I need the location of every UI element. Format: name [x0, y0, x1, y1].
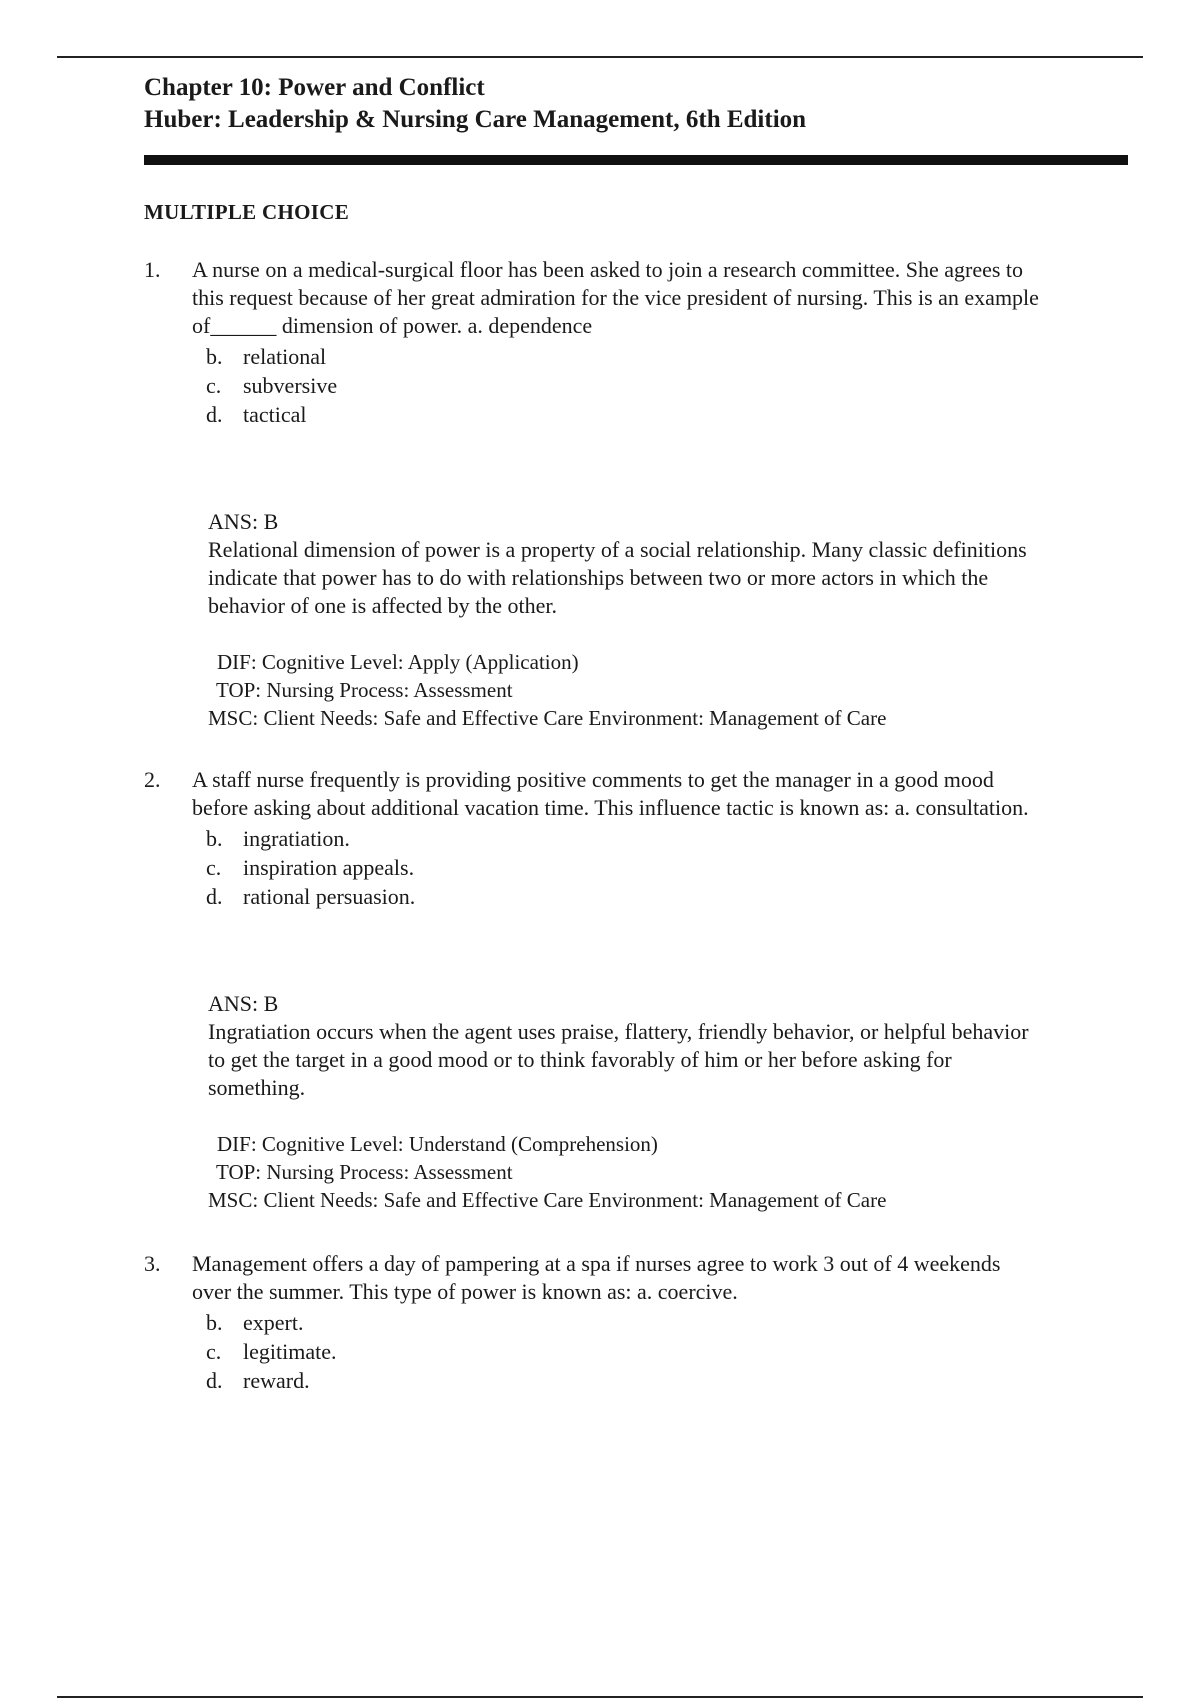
difficulty: DIF: Cognitive Level: Apply (Application) [217, 650, 579, 674]
question-3 [144, 1250, 1128, 1395]
answer-key: ANS: B [208, 991, 279, 1016]
section-heading: MULTIPLE CHOICE [144, 200, 350, 224]
question-metadata [208, 648, 1128, 732]
chapter-title: Chapter 10: Power and Conflict [144, 74, 485, 101]
option-d: d. reward. [206, 1368, 310, 1393]
answer-block-1 [208, 508, 1128, 732]
question-number: 1. [144, 257, 161, 282]
question-2 [144, 766, 1128, 911]
rationale: Relational dimension of power is a property of a social relationship. Many classic definitions indicate that power has to do with relationships between two or more actors in which the behavior of one is affected by the other. [208, 537, 1027, 618]
option-b: b. ingratiation. [206, 826, 350, 851]
answer-options [206, 824, 1128, 911]
rationale: Ingratiation occurs when the agent uses praise, flattery, friendly behavior, or helpful behavior to get the target in a good mood or to think favorably of him or her before asking for something. [208, 1019, 1029, 1100]
question-stem: A staff nurse frequently is providing positive comments to get the manager in a good mood before asking about additional vacation time. This influence tactic is known as: a. consultation. [192, 767, 1029, 820]
question-metadata [208, 1130, 1128, 1214]
option-d: d. tactical [206, 402, 307, 427]
option-d: d. rational persuasion. [206, 884, 416, 909]
header-divider-bar [144, 155, 1128, 165]
answer-options [206, 342, 1128, 429]
question-number: 3. [144, 1251, 161, 1276]
option-c: c. legitimate. [206, 1339, 337, 1364]
option-b: b. expert. [206, 1310, 304, 1335]
topic: TOP: Nursing Process: Assessment [216, 1160, 513, 1184]
topic: TOP: Nursing Process: Assessment [216, 678, 513, 702]
answer-options [206, 1308, 1128, 1395]
difficulty: DIF: Cognitive Level: Understand (Comprehension) [217, 1132, 658, 1156]
question-1 [144, 256, 1128, 429]
option-b: b. relational [206, 344, 327, 369]
option-c: c. inspiration appeals. [206, 855, 415, 880]
question-stem: A nurse on a medical-surgical floor has been asked to join a research committee. She agrees to this request because of her great admiration for the vice president of nursing. This is an example of______ dimension of power. a. dependence [192, 257, 1039, 338]
question-number: 2. [144, 767, 161, 792]
option-c: c. subversive [206, 373, 338, 398]
top-rule [57, 56, 1143, 58]
answer-block-2 [208, 990, 1128, 1214]
answer-key: ANS: B [208, 509, 279, 534]
document-header [144, 72, 806, 136]
book-title: Huber: Leadership & Nursing Care Management, 6th Edition [144, 106, 807, 133]
client-needs: MSC: Client Needs: Safe and Effective Care Environment: Management of Care [208, 1188, 887, 1212]
client-needs: MSC: Client Needs: Safe and Effective Care Environment: Management of Care [208, 706, 887, 730]
question-stem: Management offers a day of pampering at a spa if nurses agree to work 3 out of 4 weekends over the summer. This type of power is known as: a. coercive. [192, 1251, 1001, 1304]
bottom-rule [57, 1696, 1143, 1698]
